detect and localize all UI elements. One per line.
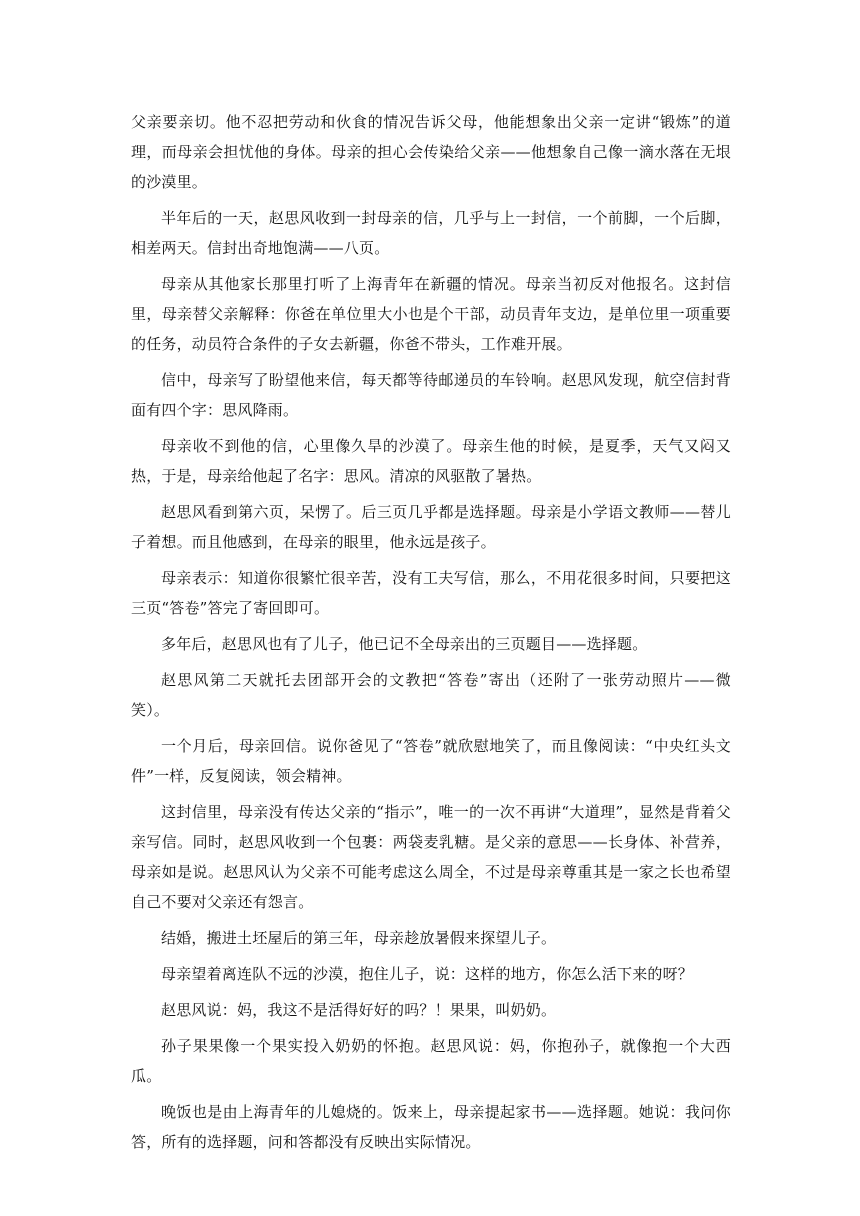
paragraph: 这封信里，母亲没有传达父亲的“指示”，唯一的一次不再讲“大道理”，显然是背着父亲写信。同时，赵思风收到一个包裹：两袋麦乳糖。是父亲的意思——长身体、补营养，母亲如是说。赵思风认为父亲不可能考虑这么周全，不过是母亲尊重其是一家之长也希望自己不要对父亲还有怨言。 <box>131 803 731 911</box>
paragraph: 信中，母亲写了盼望他来信，每天都等待邮递员的车铃响。赵思风发现，航空信封背面有四个字：思风降雨。 <box>131 371 731 419</box>
paragraph: 父亲要亲切。他不忍把劳动和伙食的情况告诉父母，他能想象出父亲一定讲“锻炼”的道理，而母亲会担忧他的身体。母亲的担心会传染给父亲——他想象自己像一滴水落在无垠的沙漠里。 <box>131 113 731 191</box>
story-body <box>131 107 731 1163</box>
paragraph: 母亲表示：知道你很繁忙很辛苦，没有工夫写信，那么，不用花很多时间，只要把这三页“答卷”答完了寄回即可。 <box>131 569 731 617</box>
paragraph: 赵思风说：妈，我这不是活得好好的吗？！果果，叫奶奶。 <box>161 1001 557 1019</box>
paragraph: 一个月后，母亲回信。说你爸见了“答卷”就欣慰地笑了，而且像阅读：“中央红头文件”一样，反复阅读，领会精神。 <box>131 737 731 785</box>
paragraph: 赵思风第二天就托去团部开会的文教把“答卷”寄出（还附了一张劳动照片——微笑）。 <box>131 671 731 719</box>
paragraph: 母亲从其他家长那里打听了上海青年在新疆的情况。母亲当初反对他报名。这封信里，母亲替父亲解释：你爸在单位里大小也是个干部，动员青年支边，是单位里一项重要的任务，动员符合条件的子女去新疆，你爸不带头，工作难开展。 <box>131 275 731 353</box>
paragraph: 母亲望着离连队不远的沙漠，抱住儿子，说：这样的地方，你怎么活下来的呀？ <box>161 965 694 983</box>
paragraph: 赵思风看到第六页，呆愣了。后三页几乎都是选择题。母亲是小学语文教师——替儿子着想。而且他感到，在母亲的眼里，他永远是孩子。 <box>131 503 731 551</box>
paragraph: 晚饭也是由上海青年的儿媳烧的。饭来上，母亲提起家书——选择题。她说：我问你答，所有的选择题，问和答都没有反映出实际情况。 <box>131 1103 731 1151</box>
paragraph: 半年后的一天，赵思风收到一封母亲的信，几乎与上一封信，一个前脚，一个后脚，相差两天。信封出奇地饱满——八页。 <box>131 209 731 257</box>
paragraph: 多年后，赵思风也有了儿子，他已记不全母亲出的三页题目——选择题。 <box>161 635 648 653</box>
paragraph: 母亲收不到他的信，心里像久旱的沙漠了。母亲生他的时候，是夏季，天气又闷又热，于是，母亲给他起了名字：思风。清凉的风驱散了暑热。 <box>131 437 731 485</box>
paragraph: 孙子果果像一个果实投入奶奶的怀抱。赵思风说：妈，你抱孙子，就像抱一个大西瓜。 <box>131 1037 731 1085</box>
paragraph: 结婚，搬进土坯屋后的第三年，母亲趁放暑假来探望儿子。 <box>161 929 557 947</box>
